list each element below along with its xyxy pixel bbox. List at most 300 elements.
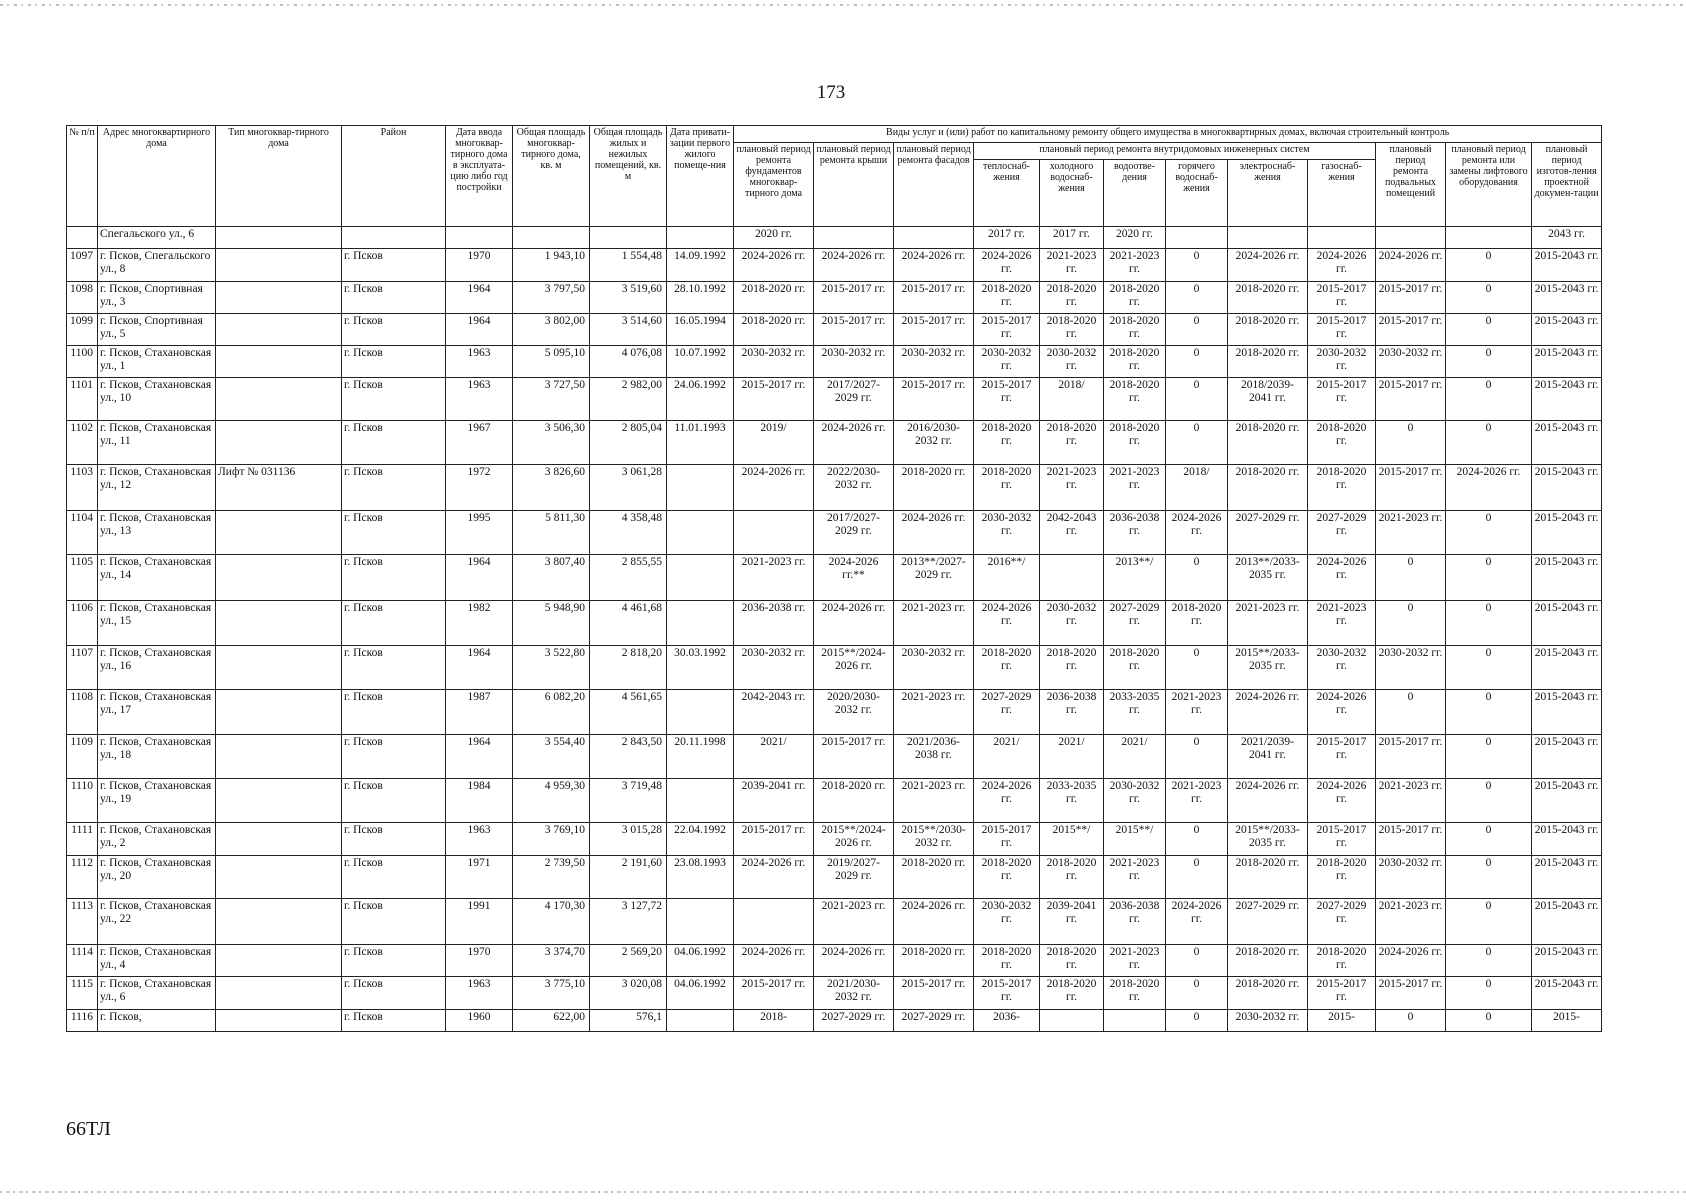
cell-district: г. Псков bbox=[342, 646, 446, 690]
cell-design-docs: 2015-2043 гг. bbox=[1532, 421, 1602, 465]
cell-privatization-date bbox=[667, 555, 734, 601]
cell-year: 1963 bbox=[446, 823, 513, 856]
cell-type bbox=[216, 555, 342, 601]
cell-elevator: 0 bbox=[1446, 555, 1532, 601]
cell-district: г. Псков bbox=[342, 899, 446, 945]
cell-roof: 2030-2032 гг. bbox=[814, 346, 894, 378]
cell-foundation: 2015-2017 гг. bbox=[734, 823, 814, 856]
cell-hot-water: 2024-2026 гг. bbox=[1166, 899, 1228, 945]
cell-total-area: 2 739,50 bbox=[513, 856, 590, 899]
cell-facade: 2015-2017 гг. bbox=[894, 378, 974, 421]
cell-cold-water: 2018-2020 гг. bbox=[1040, 314, 1104, 346]
cell-elevator: 0 bbox=[1446, 314, 1532, 346]
cell-type bbox=[216, 899, 342, 945]
cell-hot-water: 0 bbox=[1166, 249, 1228, 282]
cell-design-docs: 2015- bbox=[1532, 1010, 1602, 1032]
scan-edge-top bbox=[0, 4, 1686, 6]
cell-roof: 2018-2020 гг. bbox=[814, 779, 894, 823]
header-roof: плановый период ремонта крыши bbox=[814, 143, 894, 227]
cell-type bbox=[216, 421, 342, 465]
header-row-1 bbox=[67, 126, 1602, 143]
cell-foundation: 2015-2017 гг. bbox=[734, 378, 814, 421]
cell-elevator: 0 bbox=[1446, 779, 1532, 823]
cell-facade: 2015-2017 гг. bbox=[894, 282, 974, 314]
table-row bbox=[67, 779, 1602, 823]
cell-roof: 2015-2017 гг. bbox=[814, 282, 894, 314]
cell-living-area: 3 514,60 bbox=[590, 314, 667, 346]
cell-year: 1963 bbox=[446, 378, 513, 421]
cell-facade: 2024-2026 гг. bbox=[894, 511, 974, 555]
cell-num: 1112 bbox=[67, 856, 98, 899]
cell-facade: 2015**/2030-2032 гг. bbox=[894, 823, 974, 856]
cell-district: г. Псков bbox=[342, 779, 446, 823]
cell-type bbox=[216, 1010, 342, 1032]
cell-total-area: 6 082,20 bbox=[513, 690, 590, 735]
cell-address: г. Псков, Спортивная ул., 3 bbox=[98, 282, 216, 314]
cell-year: 1964 bbox=[446, 555, 513, 601]
cell-num: 1099 bbox=[67, 314, 98, 346]
cell-type: Лифт № 031136 bbox=[216, 465, 342, 511]
cell-gas: 2018-2020 гг. bbox=[1308, 421, 1376, 465]
cell-basement: 2015-2017 гг. bbox=[1376, 823, 1446, 856]
table-row bbox=[67, 899, 1602, 945]
header-total-area: Общая площадь многоквар-тирного дома, кв. м bbox=[513, 126, 590, 227]
cell-sewer: 2021/ bbox=[1104, 735, 1166, 779]
cell-living-area: 4 461,68 bbox=[590, 601, 667, 646]
capital-repair-table bbox=[66, 125, 1602, 1032]
cell-facade: 2018-2020 гг. bbox=[894, 465, 974, 511]
cell-type bbox=[216, 346, 342, 378]
cell-cold-water bbox=[1040, 555, 1104, 601]
cell-living-area: 3 519,60 bbox=[590, 282, 667, 314]
cell-num: 1106 bbox=[67, 601, 98, 646]
cell-address: г. Псков, Стахановская ул., 2 bbox=[98, 823, 216, 856]
table-row bbox=[67, 977, 1602, 1010]
cell-privatization-date: 28.10.1992 bbox=[667, 282, 734, 314]
cell-basement: 2030-2032 гг. bbox=[1376, 646, 1446, 690]
cell-design-docs: 2015-2043 гг. bbox=[1532, 945, 1602, 977]
cell-foundation: 2020 гг. bbox=[734, 227, 814, 249]
cell-elevator: 2024-2026 гг. bbox=[1446, 465, 1532, 511]
cell-living-area: 3 015,28 bbox=[590, 823, 667, 856]
cell-year: 1984 bbox=[446, 779, 513, 823]
cell-basement: 2024-2026 гг. bbox=[1376, 945, 1446, 977]
cell-design-docs: 2015-2043 гг. bbox=[1532, 779, 1602, 823]
table-row bbox=[67, 690, 1602, 735]
cell-foundation: 2024-2026 гг. bbox=[734, 249, 814, 282]
footer-code: 66ТЛ bbox=[66, 1118, 111, 1140]
cell-elevator: 0 bbox=[1446, 282, 1532, 314]
table-row bbox=[67, 249, 1602, 282]
cell-privatization-date: 23.08.1993 bbox=[667, 856, 734, 899]
cell-privatization-date bbox=[667, 227, 734, 249]
cell-basement: 2021-2023 гг. bbox=[1376, 511, 1446, 555]
cell-elevator: 0 bbox=[1446, 249, 1532, 282]
cell-foundation: 2024-2026 гг. bbox=[734, 856, 814, 899]
cell-num: 1104 bbox=[67, 511, 98, 555]
cell-total-area: 3 506,30 bbox=[513, 421, 590, 465]
cell-heat: 2030-2032 гг. bbox=[974, 899, 1040, 945]
cell-heat: 2016**/ bbox=[974, 555, 1040, 601]
cell-cold-water: 2018-2020 гг. bbox=[1040, 856, 1104, 899]
cell-type bbox=[216, 977, 342, 1010]
cell-heat: 2024-2026 гг. bbox=[974, 601, 1040, 646]
page-number: 173 bbox=[816, 82, 846, 103]
cell-electric: 2018-2020 гг. bbox=[1228, 465, 1308, 511]
cell-privatization-date: 16.05.1994 bbox=[667, 314, 734, 346]
cell-hot-water: 0 bbox=[1166, 1010, 1228, 1032]
cell-electric: 2018-2020 гг. bbox=[1228, 977, 1308, 1010]
cell-foundation: 2018-2020 гг. bbox=[734, 282, 814, 314]
cell-type bbox=[216, 227, 342, 249]
cell-district: г. Псков bbox=[342, 823, 446, 856]
cell-gas: 2015-2017 гг. bbox=[1308, 378, 1376, 421]
table-row bbox=[67, 511, 1602, 555]
cell-roof: 2015-2017 гг. bbox=[814, 735, 894, 779]
cell-cold-water: 2039-2041 гг. bbox=[1040, 899, 1104, 945]
cell-type bbox=[216, 511, 342, 555]
cell-district: г. Псков bbox=[342, 282, 446, 314]
cell-privatization-date bbox=[667, 465, 734, 511]
cell-address: г. Псков, Спортивная ул., 5 bbox=[98, 314, 216, 346]
cell-basement: 2015-2017 гг. bbox=[1376, 735, 1446, 779]
cell-hot-water: 0 bbox=[1166, 346, 1228, 378]
header-design-docs: плановый период изготов-ления проектной докумен-тации bbox=[1532, 143, 1602, 227]
cell-elevator: 0 bbox=[1446, 823, 1532, 856]
cell-living-area: 1 554,48 bbox=[590, 249, 667, 282]
cell-design-docs: 2015-2043 гг. bbox=[1532, 511, 1602, 555]
cell-district: г. Псков bbox=[342, 555, 446, 601]
cell-sewer: 2027-2029 гг. bbox=[1104, 601, 1166, 646]
cell-basement: 0 bbox=[1376, 421, 1446, 465]
table-row bbox=[67, 282, 1602, 314]
cell-type bbox=[216, 690, 342, 735]
cell-year: 1982 bbox=[446, 601, 513, 646]
cell-district: г. Псков bbox=[342, 421, 446, 465]
cell-elevator: 0 bbox=[1446, 511, 1532, 555]
cell-basement: 2021-2023 гг. bbox=[1376, 899, 1446, 945]
cell-hot-water bbox=[1166, 227, 1228, 249]
cell-num: 1116 bbox=[67, 1010, 98, 1032]
header-district: Район bbox=[342, 126, 446, 227]
cell-living-area: 2 982,00 bbox=[590, 378, 667, 421]
cell-heat: 2030-2032 гг. bbox=[974, 511, 1040, 555]
cell-total-area: 5 095,10 bbox=[513, 346, 590, 378]
cell-foundation: 2018- bbox=[734, 1010, 814, 1032]
cell-num: 1113 bbox=[67, 899, 98, 945]
cell-sewer: 2020 гг. bbox=[1104, 227, 1166, 249]
cell-gas: 2015- bbox=[1308, 1010, 1376, 1032]
cell-hot-water: 0 bbox=[1166, 314, 1228, 346]
cell-year: 1991 bbox=[446, 899, 513, 945]
cell-address: г. Псков, Стахановская ул., 10 bbox=[98, 378, 216, 421]
cell-total-area: 5 811,30 bbox=[513, 511, 590, 555]
cell-electric: 2015**/2033-2035 гг. bbox=[1228, 823, 1308, 856]
cell-roof: 2015-2017 гг. bbox=[814, 314, 894, 346]
cell-gas: 2018-2020 гг. bbox=[1308, 465, 1376, 511]
cell-electric: 2013**/2033-2035 гг. bbox=[1228, 555, 1308, 601]
cell-type bbox=[216, 779, 342, 823]
cell-living-area: 2 191,60 bbox=[590, 856, 667, 899]
cell-hot-water: 2024-2026 гг. bbox=[1166, 511, 1228, 555]
cell-total-area: 4 959,30 bbox=[513, 779, 590, 823]
cell-electric: 2015**/2033-2035 гг. bbox=[1228, 646, 1308, 690]
cell-sewer: 2018-2020 гг. bbox=[1104, 378, 1166, 421]
cell-living-area: 4 358,48 bbox=[590, 511, 667, 555]
cell-design-docs: 2015-2043 гг. bbox=[1532, 856, 1602, 899]
cell-living-area: 3 127,72 bbox=[590, 899, 667, 945]
cell-sewer bbox=[1104, 1010, 1166, 1032]
cell-sewer: 2030-2032 гг. bbox=[1104, 779, 1166, 823]
cell-elevator: 0 bbox=[1446, 735, 1532, 779]
cell-hot-water: 0 bbox=[1166, 735, 1228, 779]
cell-elevator: 0 bbox=[1446, 346, 1532, 378]
cell-num: 1109 bbox=[67, 735, 98, 779]
cell-roof: 2024-2026 гг. bbox=[814, 945, 894, 977]
cell-cold-water: 2015**/ bbox=[1040, 823, 1104, 856]
cell-cold-water: 2033-2035 гг. bbox=[1040, 779, 1104, 823]
cell-hot-water: 2021-2023 гг. bbox=[1166, 779, 1228, 823]
cell-electric: 2021/2039-2041 гг. bbox=[1228, 735, 1308, 779]
cell-district: г. Псков bbox=[342, 945, 446, 977]
cell-sewer: 2036-2038 гг. bbox=[1104, 511, 1166, 555]
cell-privatization-date: 14.09.1992 bbox=[667, 249, 734, 282]
table-row bbox=[67, 856, 1602, 899]
cell-electric: 2027-2029 гг. bbox=[1228, 899, 1308, 945]
cell-district: г. Псков bbox=[342, 601, 446, 646]
cell-foundation: 2024-2026 гг. bbox=[734, 465, 814, 511]
cell-year: 1971 bbox=[446, 856, 513, 899]
cell-year: 1964 bbox=[446, 314, 513, 346]
cell-facade: 2021-2023 гг. bbox=[894, 779, 974, 823]
cell-foundation: 2021-2023 гг. bbox=[734, 555, 814, 601]
cell-living-area: 4 561,65 bbox=[590, 690, 667, 735]
cell-type bbox=[216, 735, 342, 779]
cell-design-docs: 2015-2043 гг. bbox=[1532, 378, 1602, 421]
cell-hot-water: 0 bbox=[1166, 823, 1228, 856]
cell-type bbox=[216, 314, 342, 346]
cell-cold-water: 2030-2032 гг. bbox=[1040, 346, 1104, 378]
cell-heat: 2018-2020 гг. bbox=[974, 945, 1040, 977]
cell-elevator: 0 bbox=[1446, 378, 1532, 421]
cell-roof: 2019/2027-2029 гг. bbox=[814, 856, 894, 899]
cell-type bbox=[216, 601, 342, 646]
cell-living-area: 576,1 bbox=[590, 1010, 667, 1032]
cell-hot-water: 0 bbox=[1166, 856, 1228, 899]
cell-num: 1103 bbox=[67, 465, 98, 511]
cell-address: г. Псков, Стахановская ул., 15 bbox=[98, 601, 216, 646]
cell-total-area: 4 170,30 bbox=[513, 899, 590, 945]
cell-hot-water: 0 bbox=[1166, 282, 1228, 314]
cell-privatization-date bbox=[667, 899, 734, 945]
cell-facade: 2021-2023 гг. bbox=[894, 601, 974, 646]
cell-privatization-date bbox=[667, 601, 734, 646]
cell-basement: 2021-2023 гг. bbox=[1376, 779, 1446, 823]
cell-total-area: 3 802,00 bbox=[513, 314, 590, 346]
cell-facade: 2024-2026 гг. bbox=[894, 899, 974, 945]
table-row bbox=[67, 601, 1602, 646]
cell-electric: 2018-2020 гг. bbox=[1228, 856, 1308, 899]
cell-num: 1111 bbox=[67, 823, 98, 856]
cell-basement: 2030-2032 гг. bbox=[1376, 346, 1446, 378]
cell-basement: 2015-2017 гг. bbox=[1376, 282, 1446, 314]
cell-facade: 2015-2017 гг. bbox=[894, 977, 974, 1010]
header-commission-year: Дата ввода многоквар-тирного дома в эксплуата-цию либо год постройки bbox=[446, 126, 513, 227]
cell-cold-water: 2018-2020 гг. bbox=[1040, 646, 1104, 690]
cell-gas: 2024-2026 гг. bbox=[1308, 779, 1376, 823]
cell-electric: 2018-2020 гг. bbox=[1228, 314, 1308, 346]
cell-heat: 2018-2020 гг. bbox=[974, 282, 1040, 314]
cell-total-area: 3 727,50 bbox=[513, 378, 590, 421]
cell-year: 1964 bbox=[446, 282, 513, 314]
cell-district: г. Псков bbox=[342, 1010, 446, 1032]
cell-cold-water: 2021/ bbox=[1040, 735, 1104, 779]
cell-roof: 2021/2030-2032 гг. bbox=[814, 977, 894, 1010]
cell-electric: 2021-2023 гг. bbox=[1228, 601, 1308, 646]
cell-type bbox=[216, 945, 342, 977]
cell-address: г. Псков, Стахановская ул., 1 bbox=[98, 346, 216, 378]
cell-sewer: 2018-2020 гг. bbox=[1104, 282, 1166, 314]
cell-year: 1963 bbox=[446, 346, 513, 378]
cell-cold-water: 2042-2043 гг. bbox=[1040, 511, 1104, 555]
cell-type bbox=[216, 378, 342, 421]
table-row bbox=[67, 346, 1602, 378]
cell-sewer: 2036-2038 гг. bbox=[1104, 899, 1166, 945]
cell-privatization-date bbox=[667, 690, 734, 735]
cell-district: г. Псков bbox=[342, 346, 446, 378]
cell-sewer: 2018-2020 гг. bbox=[1104, 646, 1166, 690]
cell-heat: 2024-2026 гг. bbox=[974, 249, 1040, 282]
cell-design-docs: 2015-2043 гг. bbox=[1532, 346, 1602, 378]
cell-cold-water: 2018-2020 гг. bbox=[1040, 977, 1104, 1010]
cell-sewer: 2018-2020 гг. bbox=[1104, 346, 1166, 378]
cell-sewer: 2015**/ bbox=[1104, 823, 1166, 856]
cell-facade: 2013**/2027-2029 гг. bbox=[894, 555, 974, 601]
cell-design-docs: 2015-2043 гг. bbox=[1532, 735, 1602, 779]
table-body bbox=[67, 227, 1602, 1032]
cell-foundation: 2021/ bbox=[734, 735, 814, 779]
cell-basement: 0 bbox=[1376, 601, 1446, 646]
cell-living-area: 2 569,20 bbox=[590, 945, 667, 977]
cell-elevator: 0 bbox=[1446, 690, 1532, 735]
cell-foundation bbox=[734, 511, 814, 555]
cell-gas: 2018-2020 гг. bbox=[1308, 945, 1376, 977]
cell-num: 1097 bbox=[67, 249, 98, 282]
cell-privatization-date bbox=[667, 1010, 734, 1032]
cell-gas: 2015-2017 гг. bbox=[1308, 314, 1376, 346]
cell-address: г. Псков, Стахановская ул., 11 bbox=[98, 421, 216, 465]
cell-cold-water bbox=[1040, 1010, 1104, 1032]
cell-address: г. Псков, Стахановская ул., 12 bbox=[98, 465, 216, 511]
cell-sewer: 2018-2020 гг. bbox=[1104, 421, 1166, 465]
cell-type bbox=[216, 249, 342, 282]
cell-foundation: 2036-2038 гг. bbox=[734, 601, 814, 646]
table-row bbox=[67, 823, 1602, 856]
cell-district: г. Псков bbox=[342, 314, 446, 346]
cell-district: г. Псков bbox=[342, 249, 446, 282]
cell-hot-water: 2021-2023 гг. bbox=[1166, 690, 1228, 735]
cell-electric: 2018-2020 гг. bbox=[1228, 421, 1308, 465]
header-privatization-date: Дата привати-зации первого жилого помеще-ния bbox=[667, 126, 734, 227]
cell-living-area: 3 719,48 bbox=[590, 779, 667, 823]
cell-total-area: 5 948,90 bbox=[513, 601, 590, 646]
header-hot-water: горячего водоснаб-жения bbox=[1166, 160, 1228, 227]
cell-district: г. Псков bbox=[342, 465, 446, 511]
cell-privatization-date: 30.03.1992 bbox=[667, 646, 734, 690]
cell-total-area: 3 775,10 bbox=[513, 977, 590, 1010]
cell-sewer: 2013**/ bbox=[1104, 555, 1166, 601]
cell-design-docs: 2015-2043 гг. bbox=[1532, 465, 1602, 511]
cell-design-docs: 2015-2043 гг. bbox=[1532, 282, 1602, 314]
cell-basement: 0 bbox=[1376, 555, 1446, 601]
cell-hot-water: 2018-2020 гг. bbox=[1166, 601, 1228, 646]
header-sewer: водоотве-дения bbox=[1104, 160, 1166, 227]
cell-total-area: 3 797,50 bbox=[513, 282, 590, 314]
cell-gas: 2015-2017 гг. bbox=[1308, 735, 1376, 779]
cell-facade bbox=[894, 227, 974, 249]
cell-design-docs: 2043 гг. bbox=[1532, 227, 1602, 249]
cell-cold-water: 2021-2023 гг. bbox=[1040, 465, 1104, 511]
cell-living-area: 2 818,20 bbox=[590, 646, 667, 690]
cell-heat: 2015-2017 гг. bbox=[974, 314, 1040, 346]
cell-address: г. Псков, Стахановская ул., 22 bbox=[98, 899, 216, 945]
cell-design-docs: 2015-2043 гг. bbox=[1532, 690, 1602, 735]
cell-heat: 2018-2020 гг. bbox=[974, 465, 1040, 511]
cell-year bbox=[446, 227, 513, 249]
cell-address: г. Псков, bbox=[98, 1010, 216, 1032]
cell-type bbox=[216, 282, 342, 314]
cell-electric: 2018-2020 гг. bbox=[1228, 945, 1308, 977]
cell-num: 1102 bbox=[67, 421, 98, 465]
table-row bbox=[67, 421, 1602, 465]
cell-privatization-date: 11.01.1993 bbox=[667, 421, 734, 465]
cell-num: 1115 bbox=[67, 977, 98, 1010]
cell-facade: 2016/2030-2032 гг. bbox=[894, 421, 974, 465]
cell-living-area: 2 805,04 bbox=[590, 421, 667, 465]
cell-gas: 2018-2020 гг. bbox=[1308, 856, 1376, 899]
cell-district bbox=[342, 227, 446, 249]
table-row bbox=[67, 735, 1602, 779]
cell-living-area: 2 843,50 bbox=[590, 735, 667, 779]
header-type: Тип многоквар-тирного дома bbox=[216, 126, 342, 227]
cell-gas: 2015-2017 гг. bbox=[1308, 282, 1376, 314]
cell-facade: 2018-2020 гг. bbox=[894, 945, 974, 977]
cell-address: г. Псков, Стахановская ул., 4 bbox=[98, 945, 216, 977]
cell-type bbox=[216, 823, 342, 856]
cell-sewer: 2021-2023 гг. bbox=[1104, 465, 1166, 511]
cell-foundation: 2042-2043 гг. bbox=[734, 690, 814, 735]
cell-sewer: 2018-2020 гг. bbox=[1104, 977, 1166, 1010]
cell-privatization-date: 22.04.1992 bbox=[667, 823, 734, 856]
cell-roof: 2017/2027-2029 гг. bbox=[814, 378, 894, 421]
cell-address: г. Псков, Стахановская ул., 20 bbox=[98, 856, 216, 899]
cell-total-area: 3 769,10 bbox=[513, 823, 590, 856]
cell-hot-water: 0 bbox=[1166, 421, 1228, 465]
cell-cold-water: 2018-2020 гг. bbox=[1040, 945, 1104, 977]
cell-elevator bbox=[1446, 227, 1532, 249]
cell-gas: 2021-2023 гг. bbox=[1308, 601, 1376, 646]
cell-district: г. Псков bbox=[342, 378, 446, 421]
cell-facade: 2030-2032 гг. bbox=[894, 646, 974, 690]
cell-heat: 2030-2032 гг. bbox=[974, 346, 1040, 378]
cell-foundation: 2015-2017 гг. bbox=[734, 977, 814, 1010]
cell-electric: 2024-2026 гг. bbox=[1228, 779, 1308, 823]
cell-living-area bbox=[590, 227, 667, 249]
cell-address: г. Псков, Стахановская ул., 14 bbox=[98, 555, 216, 601]
cell-privatization-date: 24.06.1992 bbox=[667, 378, 734, 421]
cell-address: г. Псков, Стахановская ул., 17 bbox=[98, 690, 216, 735]
cell-roof: 2017/2027-2029 гг. bbox=[814, 511, 894, 555]
